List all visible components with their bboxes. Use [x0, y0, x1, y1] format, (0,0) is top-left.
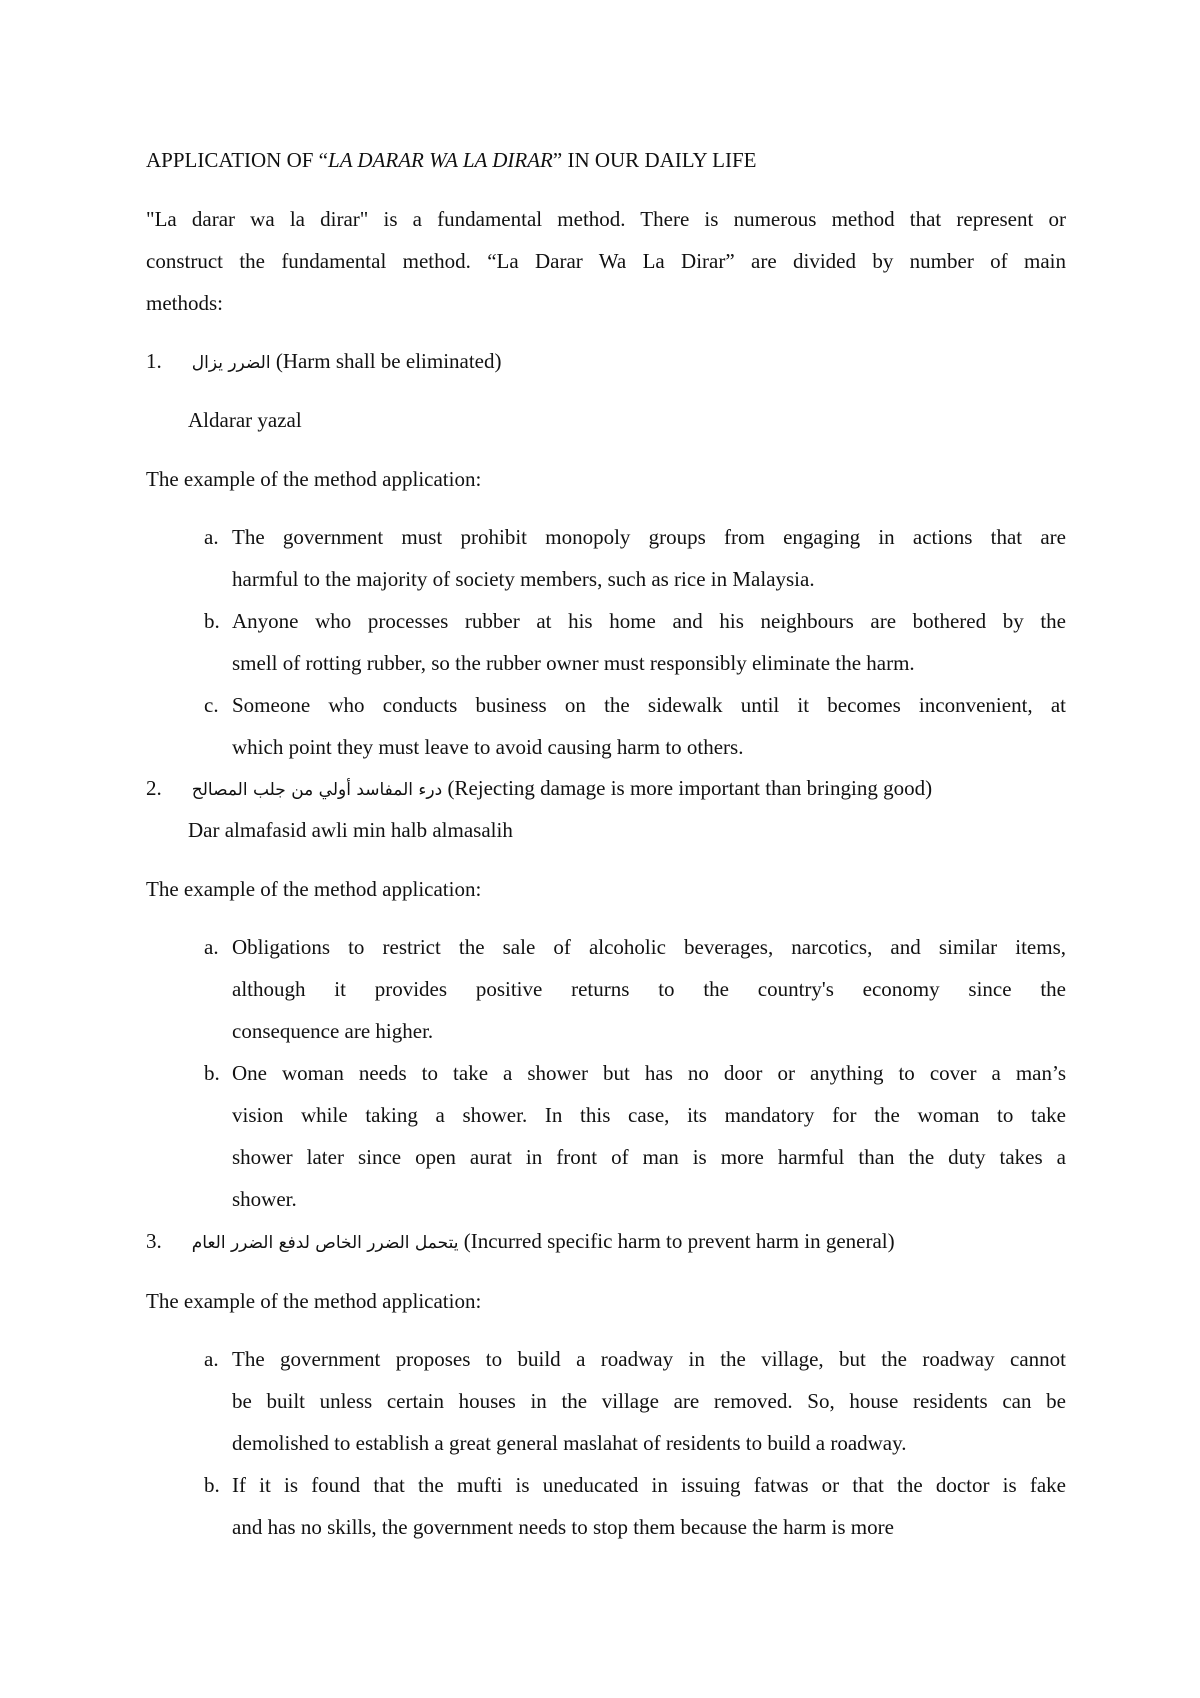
list-item [232, 926, 1066, 1052]
intro-line: "La darar wa la dirar" is a fundamental method. There is numerous method that represent or [146, 207, 1066, 231]
list-item [232, 600, 1066, 684]
method-arabic: درء المفاسد أولي من جلب المصالح [191, 780, 443, 800]
example-label: The example of the method application: [146, 467, 482, 491]
list-item [232, 1052, 1066, 1220]
method-heading-1 [146, 340, 502, 384]
example-label: The example of the method application: [146, 1289, 482, 1313]
document-title [146, 139, 756, 181]
list-item-line: vision while taking a shower. In this case, its mandatory for the woman to take [232, 1103, 1066, 1127]
intro-line: construct the fundamental method. “La Darar Wa La Dirar” are divided by number of main [146, 249, 1066, 273]
list-item [232, 1338, 1066, 1464]
list-item [232, 684, 1066, 768]
method-transliteration: Aldarar yazal [188, 408, 302, 432]
list-item-line: consequence are higher. [232, 1019, 434, 1043]
example-label: The example of the method application: [146, 877, 482, 901]
method-number: 1. [146, 349, 162, 373]
list-item-line: Anyone who processes rubber at his home and his neighbours are bothered by the [232, 609, 1066, 633]
list-item-line: be built unless certain houses in the village are removed. So, house residents can be [232, 1389, 1066, 1413]
method-transliteration: Dar almafasid awli min halb almasalih [188, 818, 513, 842]
list-item-line: demolished to establish a great general maslahat of residents to build a roadway. [232, 1431, 907, 1455]
method-english: (Harm shall be eliminated) [275, 349, 502, 373]
list-marker: a. [204, 935, 219, 959]
list-item-line: Obligations to restrict the sale of alcoholic beverages, narcotics, and similar items, [232, 935, 1066, 959]
list-item-line: The government proposes to build a roadway in the village, but the roadway cannot [232, 1347, 1066, 1371]
title-suffix: ” IN OUR DAILY LIFE [552, 148, 757, 172]
list-marker: c. [204, 693, 219, 717]
title-italic-phrase: LA DARAR WA LA DIRAR [328, 148, 553, 172]
method-heading-3 [146, 1220, 895, 1264]
list-item-line: shower. [232, 1187, 297, 1211]
list-marker: b. [204, 1473, 220, 1497]
method-arabic: الضرر يزال [191, 353, 271, 373]
list-item-line: although it provides positive returns to the country's economy since the [232, 977, 1066, 1001]
list-item-line: and has no skills, the government needs to stop them because the harm is more [232, 1515, 894, 1539]
method-number: 3. [146, 1229, 162, 1253]
list-item-line: One woman needs to take a shower but has no door or anything to cover a man’s [232, 1061, 1066, 1085]
list-marker: a. [204, 1347, 219, 1371]
list-marker: b. [204, 609, 220, 633]
list-item-line: Someone who conducts business on the sidewalk until it becomes inconvenient, at [232, 693, 1066, 717]
list-item-line: smell of rotting rubber, so the rubber owner must responsibly eliminate the harm. [232, 651, 915, 675]
list-item [232, 1464, 1066, 1548]
list-marker: b. [204, 1061, 220, 1085]
list-item-line: harmful to the majority of society members, such as rice in Malaysia. [232, 567, 815, 591]
method-english: (Rejecting damage is more important than bringing good) [447, 776, 933, 800]
list-item [232, 516, 1066, 600]
list-marker: a. [204, 525, 219, 549]
list-item-line: which point they must leave to avoid causing harm to others. [232, 735, 744, 759]
list-item-line: The government must prohibit monopoly groups from engaging in actions that are [232, 525, 1066, 549]
title-prefix: APPLICATION OF “ [146, 148, 329, 172]
method-arabic: يتحمل الضرر الخاص لدفع الضرر العام [191, 1233, 459, 1253]
method-number: 2. [146, 776, 162, 800]
list-item-line: shower later since open aurat in front of man is more harmful than the duty takes a [232, 1145, 1066, 1169]
method-heading-2 [146, 767, 932, 811]
intro-line: methods: [146, 291, 223, 315]
method-english: (Incurred specific harm to prevent harm in general) [463, 1229, 895, 1253]
intro-paragraph [146, 198, 1066, 324]
list-item-line: If it is found that the mufti is uneducated in issuing fatwas or that the doctor is fake [232, 1473, 1066, 1497]
